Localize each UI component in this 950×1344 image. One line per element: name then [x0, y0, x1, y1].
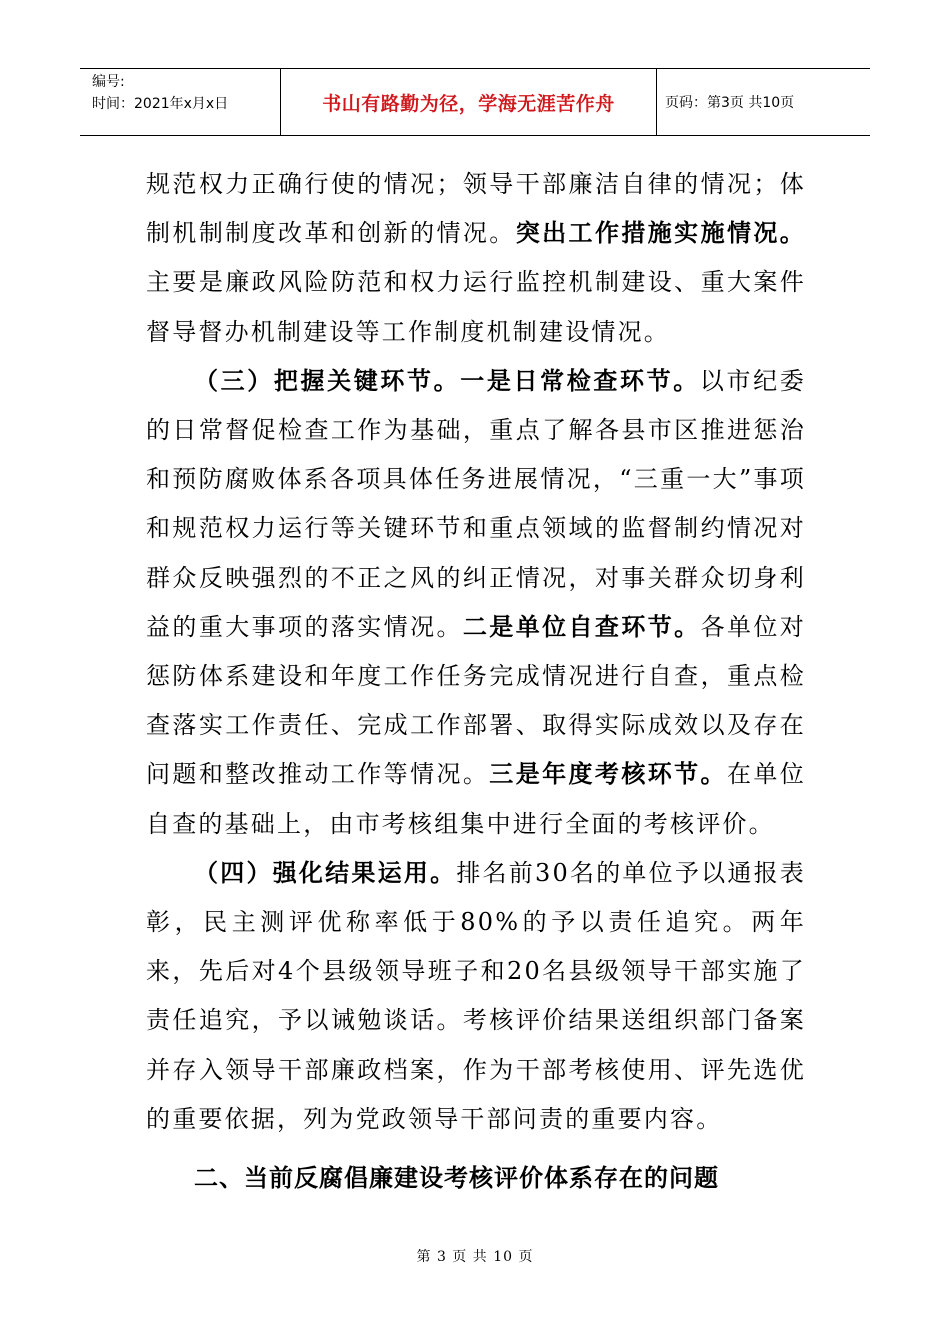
document-time-label: 时间：2021年x月x日: [92, 96, 229, 112]
paragraph-1-bold: 突出工作措施实施情况。: [515, 219, 806, 248]
header-meta: [80, 69, 281, 135]
paragraph-2-text-2: 各单位对惩防体系建设和年度工作任务完成情况进行自查，重点检查落实工作责任、完成工作部署、取得实际成效以及存在问题和整改推动工作等情况。: [146, 612, 806, 789]
paragraph-3: [146, 849, 806, 1144]
paragraph-2-step-2: 二是单位自查环节。: [462, 612, 701, 641]
paragraph-2-text-1: 以市纪委的日常督促检查工作为基础，重点了解各县市区推进惩治和预防腐败体系各项具体任务进展情况，“三重一大”事项和规范权力运行等关键环节和重点领域的监督制约情况对群众反映强烈的不正之风的纠正情况，对事关群众切身利益的重大事项的落实情况。: [146, 366, 806, 641]
paragraph-1: [146, 160, 806, 357]
paragraph-2-title: （三）把握关键环节。: [194, 366, 461, 395]
page-header: [80, 68, 870, 136]
document-body: [146, 160, 806, 1144]
paragraph-2: [146, 357, 806, 849]
document-number-label: 编号:: [92, 74, 125, 90]
header-motto: 书山有路勤为径，学海无涯苦作舟: [281, 69, 657, 135]
paragraph-3-title: （四）强化结果运用。: [194, 858, 457, 887]
paragraph-2-text-3: 在单位自查的基础上，由市考核组集中进行全面的考核评价。: [146, 760, 806, 838]
page-footer: 第 3 页 共 10 页: [416, 1249, 534, 1265]
paragraph-2-step-3: 三是年度考核环节。: [489, 760, 727, 789]
paragraph-3-text: 排名前30名的单位予以通报表彰，民主测评优称率低于80%的予以责任追究。两年来，先后对4个县级领导班子和20名县级领导干部实施了责任追究，予以诫勉谈话。考核评价结果送组织部门备案并存入领导干部廉政档案，作为干部考核使用、评先选优的重要依据，列为党政领导干部问责的重要内容。: [146, 858, 807, 1133]
paragraph-1-text-c: 主要是廉政风险防范和权力运行监控机制建设、重大案件督导督办机制建设等工作制度机制建设情况。: [146, 268, 806, 346]
header-page-info: 页码：第3页 共10页: [665, 95, 795, 111]
paragraph-1-text-a: 规范权力正确行使的情况；领导干部廉洁自律的情况；体制机制制度改革和创新的情况。: [146, 170, 806, 248]
section-heading: 二、当前反腐倡廉建设考核评价体系存在的问题: [194, 1164, 719, 1192]
paragraph-2-step-1: 一是日常检查环节。: [460, 366, 700, 395]
